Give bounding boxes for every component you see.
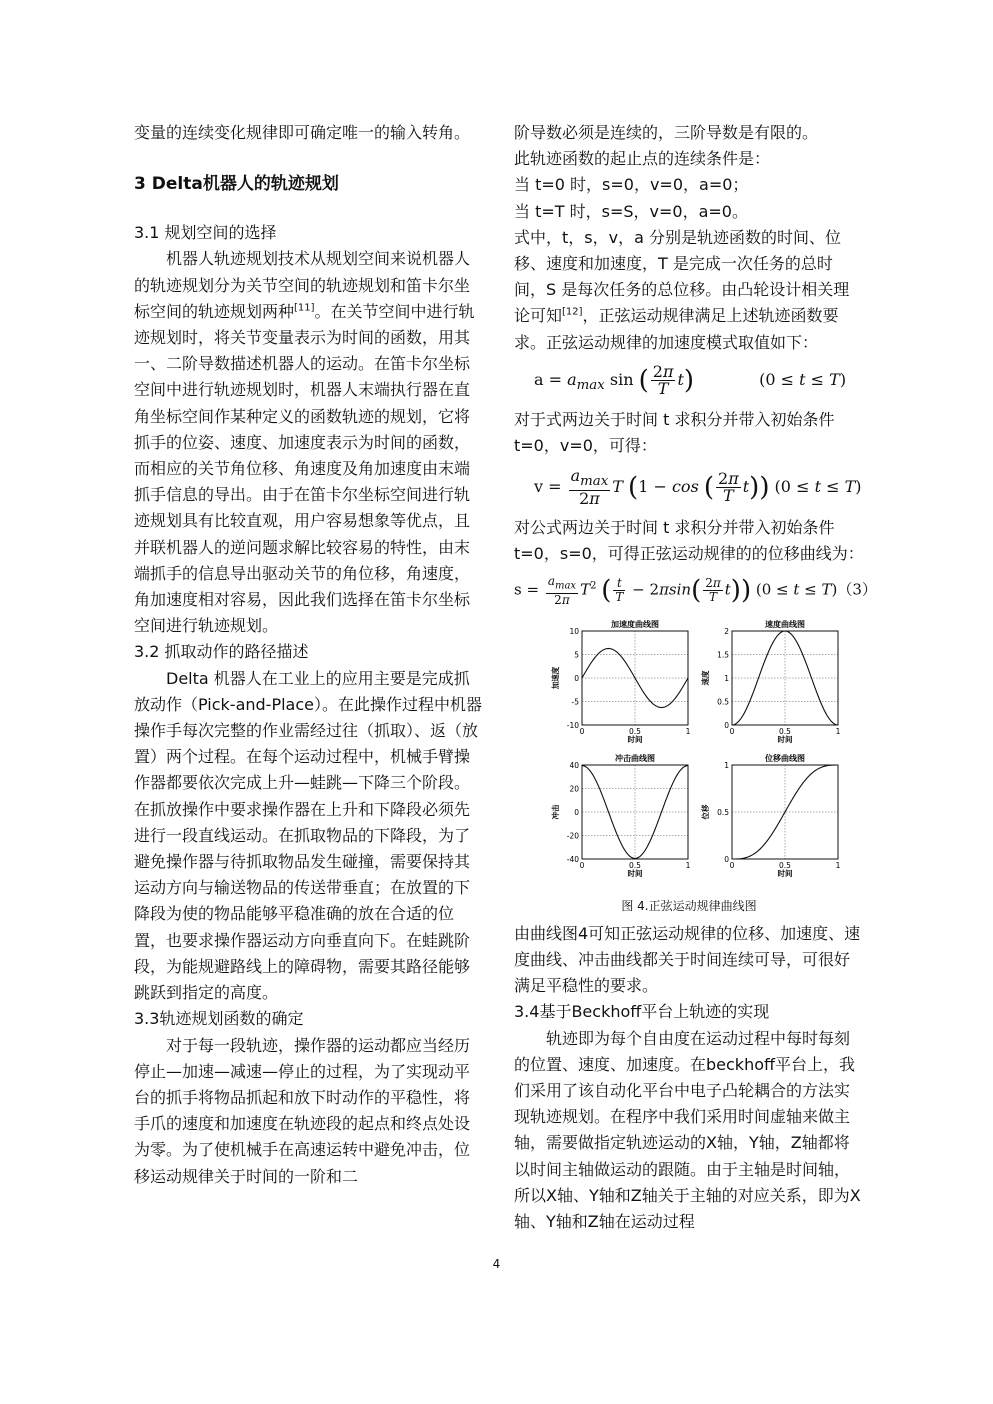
page-number: 4 xyxy=(492,1257,501,1271)
figure-caption: 图 4.正弦运动规律曲线图 xyxy=(621,898,757,913)
y-tick-label: -20 xyxy=(566,831,579,841)
paragraph-trajectory-function: 对于每一段轨迹，操作器的运动都应当经历停止—加速—减速—停止的过程，为了实现动平台的抓手将物品抓起和放下时动作的平稳性，将手爪的速度和加速度在轨迹段的起点和终点处设为零。为了使机械手在高速运转中避免冲击，位移运动规律关于时间的一阶和二 xyxy=(134,1035,471,1186)
citation-ref: [12] xyxy=(562,307,583,319)
y-tick-label: -5 xyxy=(571,697,579,707)
y-tick-label: 1 xyxy=(724,673,729,683)
paragraph-planning-space xyxy=(134,246,484,639)
equation-number: （3） xyxy=(837,580,877,599)
condition-end: 当 t=T 时，s=S，v=0，a=0。 xyxy=(514,201,748,221)
condition-start: 当 t=0 时，s=0，v=0，a=0； xyxy=(514,175,749,195)
x-tick-label: 0 xyxy=(579,726,585,736)
subsection-title-3-4: 3.4基于Beckhoff平台上轨迹的实现 xyxy=(514,1002,770,1022)
y-tick-label: 1.5 xyxy=(717,650,729,660)
paragraph-conditions: 此轨迹函数的起止点的连续条件是： xyxy=(514,149,771,169)
subplot-1 xyxy=(550,619,691,744)
paragraph-integrate-velocity: 对于式两边关于时间 t 求积分并带入初始条件 t=0，v=0，可得： xyxy=(514,410,835,456)
equation-acceleration: $a = a_{max}$ sin ( $\frac{2\pi}{T}$ t) (0 ≤ t ≤ T) xyxy=(534,361,847,398)
x-tick-label: 0.5 xyxy=(779,860,791,870)
x-tick-label: 0 xyxy=(729,726,735,736)
subplot-3 xyxy=(550,753,691,878)
y-tick-label: 0.5 xyxy=(717,697,729,707)
y-tick-label: -10 xyxy=(566,720,579,730)
x-axis-label: 时间 xyxy=(627,734,643,744)
y-tick-label: 2 xyxy=(724,626,729,636)
x-tick-label: 0 xyxy=(579,860,585,870)
section-heading-3: 3 Delta机器人的轨迹规划 xyxy=(134,174,339,195)
paragraph-figure-conclusion: 由曲线图4可知正弦运动规律的位移、加速度、速度曲线、冲击曲线都关于时间连续可导，可很好满足平稳性的要求。 xyxy=(514,923,861,996)
text-segment: 机器人轨迹规划技术从规划空间来说机器人的轨迹规划分为关节空间的轨迹规划和笛卡尔坐标空间的轨迹规划两种 xyxy=(134,249,471,321)
paragraph-continuation: 阶导数必须是连续的，三阶导数是有限的。 xyxy=(514,123,819,142)
paragraph-definitions xyxy=(514,225,864,356)
subsection-title-3-2: 3.2 抓取动作的路径描述 xyxy=(134,642,309,662)
text-segment: 。在关节空间中进行轨迹规划时，将关节变量表示为时间的函数，用其一、二阶导数描述机器人的运动。在笛卡尔坐标空间中进行轨迹规划时，机器人末端执行器在直角坐标空间作某种定义的函数轨迹的规划，它将抓手的位姿、速度、加速度表示为时间的函数，而相应的关节角位移、角速度及角加速度由末端抓手信息的导出。由于在笛卡尔坐标空间进行轨迹规划具有比较直观，用户容易想象等优点，且并联机器人的逆问题求解比较容易的特性，由末端抓手的信息导出驱动关节的角位移，角速度，角加速度相对容易，因此我们选择在笛卡尔坐标空间进行轨迹规划。 xyxy=(134,301,475,636)
x-tick-label: 1 xyxy=(685,726,691,736)
y-axis-label: 位移 xyxy=(701,804,710,820)
equation-velocity: v = $\frac{a_{max}}{2\pi}$ T (1 − cos ( $\frac{2\pi}{T}$ t)) (0 ≤ t ≤ T) xyxy=(534,465,862,508)
paragraph-integrate-displacement: 对公式两边关于时间 t 求积分并带入初始条件 t=0，s=0，可得正弦运动规律的的位移曲线为： xyxy=(514,517,864,564)
y-tick-label: 10 xyxy=(569,626,579,636)
text-segment: 式中，t，s，v，a 分别是轨迹函数的时间、位移、速度和加速度，T 是完成一次任务的总时间，S 是每次任务的总位移。由凸轮设计相关理论可知 xyxy=(514,227,850,326)
right-column xyxy=(514,120,877,1235)
y-axis-label: 速度 xyxy=(701,670,710,686)
y-axis-label: 加速度 xyxy=(551,666,560,689)
x-tick-label: 1 xyxy=(685,860,691,870)
subplot-title: 位移曲线图 xyxy=(765,753,805,763)
x-tick-label: 0.5 xyxy=(779,726,791,736)
paragraph-intro: 变量的连续变化规律即可确定唯一的输入转角。 xyxy=(134,123,471,142)
x-axis-label: 时间 xyxy=(627,868,643,878)
y-tick-label: 5 xyxy=(574,650,579,660)
subplot-title: 加速度曲线图 xyxy=(611,619,659,629)
y-tick-label: 0 xyxy=(724,854,729,864)
sine-motion-curves-chart xyxy=(534,617,844,887)
subplot-4 xyxy=(700,753,841,878)
y-tick-label: 40 xyxy=(569,760,579,770)
citation-ref: [11] xyxy=(294,302,315,314)
y-tick-label: 0 xyxy=(574,673,579,683)
x-tick-label: 1 xyxy=(835,860,841,870)
x-tick-label: 0.5 xyxy=(629,726,641,736)
x-tick-label: 1 xyxy=(835,726,841,736)
y-tick-label: 0 xyxy=(574,807,579,817)
subplot-title: 速度曲线图 xyxy=(765,619,805,629)
subplot-2 xyxy=(700,619,841,744)
x-tick-label: 0 xyxy=(729,860,735,870)
y-tick-label: 1 xyxy=(724,760,729,770)
y-tick-label: 0.5 xyxy=(717,807,729,817)
x-tick-label: 0.5 xyxy=(629,860,641,870)
x-axis-label: 时间 xyxy=(777,868,793,878)
figure-4 xyxy=(514,617,864,887)
y-tick-label: 0 xyxy=(724,720,729,730)
subplot-title: 冲击曲线图 xyxy=(615,753,655,763)
x-axis-label: 时间 xyxy=(777,734,793,744)
paragraph-beckhoff: 轨迹即为每个自由度在运动过程中每时每刻的位置、速度、加速度。在beckhoff平台上，我们采用了该自动化平台中电子凸轮耦合的方法实现轨迹规划。在程序中我们采用时间虚轴来做主轴，需要做指定轨迹运动的X轴，Y轴，Z轴都将以时间主轴做运动的跟随。由于主轴是时间轴，所以X轴、Y轴和Z轴关于主轴的对应关系，即为X轴、Y轴和Z轴在运动过程 xyxy=(514,1028,861,1232)
y-tick-label: -40 xyxy=(566,854,579,864)
y-axis-label: 冲击 xyxy=(551,804,560,820)
equation-displacement: s = $\frac{a_{max}}{2\pi}$ $T^2$ ( $\frac{t}{T}$ − 2πsin( $\frac{2\pi}{T}$ t)) (0 ≤ t ≤ T)（3） xyxy=(514,574,877,607)
paragraph-path-description: Delta 机器人在工业上的应用主要是完成抓放动作（Pick-and-Place）。在此操作过程中机器操作手每次完整的作业需经过往（抓取）、返（放置）两个过程。在每个运动过程中，机械手臂操作器都要依次完成上升—蛙跳—下降三个阶段。在抓放操作中要求操作器在上升和下降段必须先进行一段直线运动。在抓取物品的下降段，为了避免操作器与待抓取物品发生碰撞，需要保持其运动方向与输送物品的传送带垂直；在放置的下降段为使的物品能够平稳准确的放在合适的位置，也要求操作器运动方向垂直向下。在蛙跳阶段，为能规避路线上的障碍物，需要其路径能够跳跃到指定的高度。 xyxy=(134,668,482,1003)
subsection-title-3-1: 3.1 规划空间的选择 xyxy=(134,223,277,243)
y-tick-label: 20 xyxy=(569,784,579,794)
text-segment: ，正弦运动规律满足上述轨迹函数要求。正弦运动规律的加速度模式取值如下： xyxy=(514,306,839,352)
subsection-title-3-3: 3.3轨迹规划函数的确定 xyxy=(134,1009,304,1029)
left-column xyxy=(134,120,484,1190)
